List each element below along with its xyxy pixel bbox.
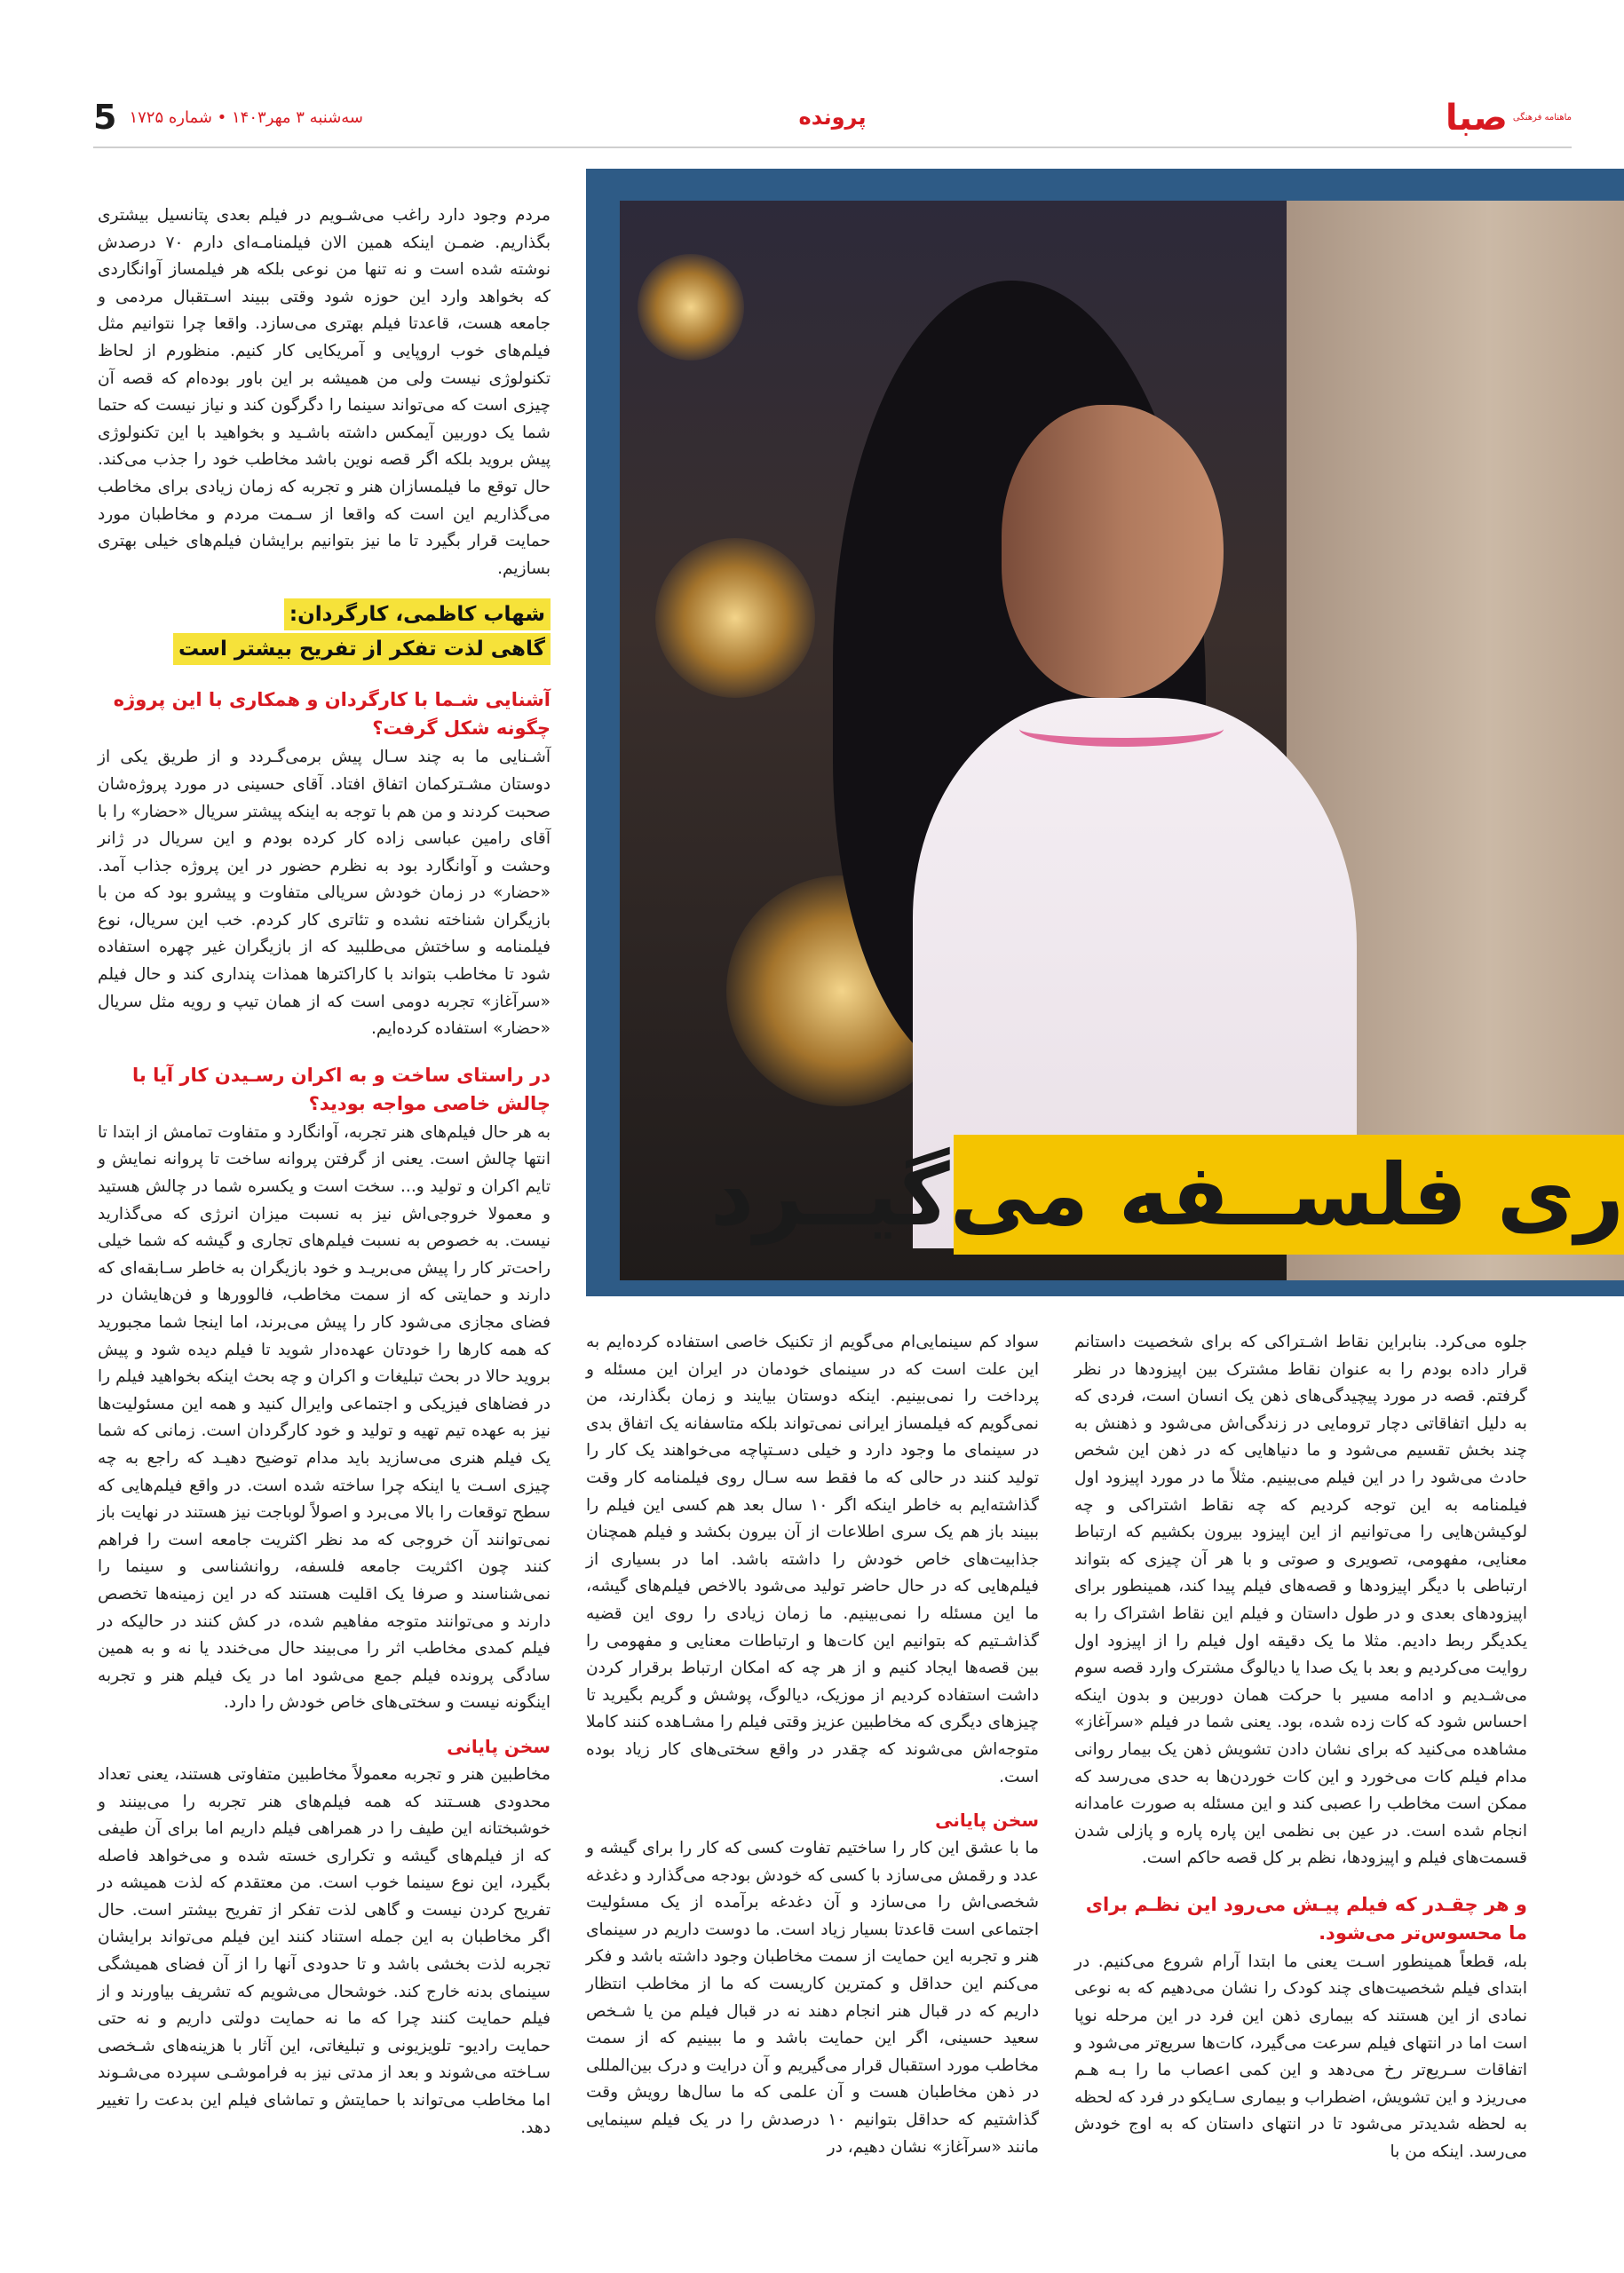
subheading: سخن پایانی (447, 1735, 551, 1757)
headline-banner (710, 1135, 1624, 1255)
page-number: 5 (93, 98, 117, 137)
interviewee-heading (98, 598, 551, 668)
photo-shirt-collar (1019, 711, 1224, 747)
header-divider (93, 147, 1572, 148)
heading-line: شهاب کاظمی، کارگردان: (284, 598, 551, 630)
question-heading: آشنایی شـما با کارگردان و همکاری با این پروژه چگونه شکل گرفت؟ (113, 689, 551, 740)
text-column-2 (586, 1329, 1039, 2161)
section-title: پرونده (798, 105, 867, 130)
photo-lamp (638, 254, 744, 360)
issue-date: سه‌شنبه ۳ مهر۱۴۰۳ • شماره ۱۷۲۵ (129, 107, 364, 127)
logo-tagline: ماهنامه فرهنگی (1512, 113, 1572, 123)
issue-info (93, 99, 363, 135)
headline-text: ری فلســفه می‌گیــرد (710, 1144, 1624, 1245)
paragraph: مخاطبین هنر و تجربه معمولاً مخاطبین متفاوتی هستند، یعنی تعداد محدودی هسـتند که همه فیلم‌های هنر تجربه را می‌بینند و خوشبختانه این طیف را در همراهی فیلم داریم اما برای آن طیفی که از فیلم‌های گیشه و تکراری خسته شده و می‌خواهد فاصله بگیرد، این نوع سینما خوب است. من معتقدم که لذت همیشه در تفریح کردن نیست و گاهی لذت تفکر از تفریح بیشتر است. حال اگر مخاطبان به این جمله استناد کنند این فیلم می‌تواند برایشان تجربه لذت بخشی باشد و تا حدودی آنها را از آن فضای همیشگی سینمای بدنه خارج کند. خوشحال می‌شویم که تشریف بیاورند و از فیلم حمایت کنند چرا که ما نه حمایت دولتی داریم و نه حتی حمایت رادیو- تلویزیونی و تبلیغاتی، این آثار با هزینه‌های شـخصی سـاخته می‌شوند و بعد از مدتی نیز به فراموشـی سپرده می‌شـوند اما مخاطب می‌تواند با حمایتش و تماشای فیلم این بدعت را تغییر دهد. (98, 1764, 551, 2137)
logo-wordmark: صبا (1445, 98, 1508, 139)
text-column-3 (1074, 1329, 1527, 2166)
paragraph: مردم وجود دارد راغب می‌شـویم در فیلم بعدی پتانسیل بیشتری بگذاریم. ضمـن اینکه همین الان فیلمنامـه‌ای دارم ۷۰ درصدش نوشته شده است و نه تنها من نوعی بلکه هر فیلمساز آوانگاردی که بخواهد وارد این حوزه شود وقتی ببیند اسـتقبال مردمی و جامعه هست، قاعدتا فیلم بهتری می‌سازد. واقعا چرا نتوانیم مثل فیلم‌های خوب اروپایی و آمریکایی کار کنیم. منظورم از لحاظ تکنولوژی نیست ولی من همیشه بر این باور بوده‌ام که قصه آن چیزی است که می‌تواند سینما را دگرگون کند و نیاز نیست که حتما شما یک دوربین آیمکس داشته باشـید و بخواهید با این تکنولوژی پیش بروید بلکه اگر قصه نوین باشد مخاطب خود را جذب می‌کند. حال توقع ما فیلمسازان هنر و تجربه که زمان زیادی برای مخاطب می‌گذاریم این است که واقعا از سـمت مردم و مخاطبان مورد حمایت قرار بگیرد تا ما نیز بتوانیم برایشان فیلم‌های خیلی بهتری بسازیم. (98, 206, 551, 578)
heading-line: گاهی لذت تفکر از تفریح بیشتر است (173, 633, 551, 665)
paragraph: به هر حال فیلم‌های هنر تجربه، آوانگارد و متفاوت تمامش از ابتدا تا انتها چالش است. یعنی از گرفتن پروانه ساخت تا پروانه نمایش و تایم اکران و تولید و... سخت است و یکسره شما در چالش هستید و معمولا خروجی‌اش نیز به نسبت میزان انرژی که می‌گذارید نیست. به خصوص به نسبت فیلم‌های تجاری و گیشه که شما خیلی راحت‌تر کار را پیش می‌بریـد و خود بازیگران به خاطر سـابقه‌ای که دارند و حمایتی که از سمت مخاطب، فالوورها و فن‌هایشان در فضای مجازی می‌شود کار را پیش می‌برند، اما اینجا شما مجبورید که همه کارها را خودتان عهده‌دار شوید تا فیلم دیده شود و پیش بروید حالا در بحث تبلیغات و اکران و چه بحث اینکه بخواهید فیلم را در فضاهای فیزیکی و اجتماعی وایرال کنید و همه این مسئولیت‌ها نیز به عهده تیم تهیه و تولید و خود کارگردان است. زمانی که شما یک فیلم هنری می‌سازید باید مدام توضیح دهیـد که راجع به چه چیزی اسـت یا اینکه چرا ساخته شده است. در واقع فیلم‌هایی که سطح توقعات را بالا می‌برد و اصولاً لوباجت نیز هستند در نهایت باز نمی‌توانند آن خروجی که مد نظر اکثریت جامعه است را فراهم کنند چون اکثریت جامعه فلسفه، روانشناسی و سینما را نمی‌شناسند و صرفا یک اقلیت هستند که در این زمینه‌ها تخصص دارند و می‌توانند متوجه مفاهیم شده، در کش کنند در حالیکه در فیلم کمدی مخاطب اثر را می‌بیند حال می‌خندد یا نه و به همین سادگی پرونده فیلم جمع می‌شود اما در یک فیلم هنر و تجربه اینگونه نیست و سختی‌های خاص خودش را دارد. (98, 1122, 551, 1713)
paragraph: سواد کم سینمایی‌ام می‌گویم از تکنیک خاصی استفاده کرده‌ایم به این علت است که در سینمای خودمان در ایران این مسئله و پرداخت را نمی‌بینیم. اینکه دوستان بیایند و زمان بگذارند، من نمی‌گویم که فیلمساز ایرانی نمی‌تواند بلکه متاسفانه یک اتفاق بدی در سینمای ما وجود دارد و خیلی دسـتپاچه می‌خواهند یک کار را تولید کنند در حالی که ما فقط سه سـال روی فیلمنامه کار وقت گذاشته‌ایم به خاطر اینکه اگر ۱۰ سال بعد هم کسی این فیلم را ببیند باز هم یک سری اطلاعات از آن بیرون بکشد و فیلم همچنان جذابیت‌های خاص خودش را داشته باشد. اما در بسیاری از فیلم‌هایی که در حال حاضر تولید می‌شود بالاخص فیلم‌های گیشه، ما این مسئله را نمی‌بینیم. ما زمان زیادی را روی این قضیه گذاشـتیم که بتوانیم این کات‌ها و ارتباطات معنایی و مفهومی را بین قصه‌ها ایجاد کنیم و از هر چه که امکان ارتباط برقرار کردن داشت استفاده کردیم از موزیک، دیالوگ، پوشش و گریم بگیرید تا چیزهای دیگری که مخاطبین عزیز وقتی فیلم را مشـاهده کنند کاملا متوجه‌اش می‌شوند که چقدر در واقع سختی‌های کار زیاد بوده است. (586, 1333, 1039, 1786)
photo-lamp (655, 538, 815, 698)
paragraph: ما با عشق این کار را ساختیم تفاوت کسی که کار را برای گیشه و عدد و رقمش می‌سازد با کسی که خودش بودجه می‌گذارد و دغدغه شخصی‌اش را می‌سازد و آن دغدغه برآمده از یک مسئولیت اجتماعی است قاعدتا بسیار زیاد است. ما دوست داریم در سینمای هنر و تجربه این حمایت از سمت مخاطبان وجود داشته باشد و فکر می‌کنم این حداقل و کمترین کاریست که ما از مخاطب انتظار داریم که در قبال هنر انجام دهند نه در قبال فیلم من یا شـخص سعید حسینی، اگر این حمایت باشد و ما ببینیم که از سمت مخاطب مورد استقبال قرار می‌گیریم و آن درایت و درک بین‌المللی در ذهن مخاطبان هست و آن علمی که ما سال‌ها رویش وقت گذاشتیم که حداقل بتوانیم ۱۰ درصدش را در یک فیلم سینمایی مانند «سرآغاز» نشان دهیم، در (586, 1839, 1040, 2157)
article-photo (620, 201, 1624, 1280)
paragraph: آشـنایی ما به چند سـال پیش برمی‌گـردد و از طریق یکی از دوستان مشـترکمان اتفاق افتاد. آقای حسینی در مورد پروژه‌شان صحبت کردند و من هم با توجه به اینکه پیشتر سریال «حضار» را با آقای رامین عباسی زاده کار کرده بودم و این سریال در ژانر وحشت و آوانگارد بود به نظرم حضور در این پروژه جذاب آمد. «حضار» در زمان خودش سریالی متفاوت و پیشرو بود که من با بازیگران شناخته نشده و تئاتری کار کردم. خب این سریال، نوع فیلمنامه و ساختش می‌طلبید که از بازیگران غیر چهره استفاده شود تا مخاطب بتواند با کاراکترها همذات پنداری کند و حال فیلم «سرآغاز» تجربه دومی است که از همان تیپ و رویه مثل سریال «حضار» استفاده کرده‌ایم. (98, 748, 551, 1039)
paragraph: جلوه می‌کرد. بنابراین نقاط اشـتراکی که برای شخصیت داستانم قرار داده بودم را به عنوان نقاط مشترک بین اپیزودها در نظر گرفتم. قصه در مورد پیچیدگی‌های ذهن یک انسان است، فردی که به دلیل اتفاقاتی دچار ترومایی در زندگی‌اش می‌شود و ذهنش به چند بخش تقسیم می‌شود و ما دنیاهایی که در ذهن این شخص حادث می‌شود را در این فیلم می‌بینیم. مثلاً ما در مورد اپیزود اول فیلمنامه به این توجه کردیم که چه نقاط اشتراکی و چه لوکیشن‌هایی را می‌توانیم از این اپیزود بیرون بکشیم که ارتباط معنایی، مفهومی، تصویری و صوتی و با هر آن چیزی که بتواند ارتباطی با دیگر اپیزودها و قصه‌های فیلم پیدا کند، همینطور برای اپیزودهای بعدی و در طول داستان و فیلم این نقاط اشتراک را به یکدیگر ربط دادیم. مثلا ما یک دقیقه اول فیلم را از اپیزود اول روایت می‌کردیم و بعد با یک صدا یا دیالوگ مشترک وارد قصه سوم می‌شـدیم و ادامه مسیر با حرکت همان دوربین و بدون اینکه احساس شود که کات زده شده، بود. یعنی شما در فیلم «سرآغاز» مشاهده می‌کنید که برای نشان دادن تشویش ذهن یک بیمار روانی مدام فیلم کات می‌خورد و این کات خوردن‌ها به حدی می‌رسد که ممکن است مخاطب را عصبی کند و این مسئله به صورت عامدانه انجام شده است. در عین بی نظمی این پاره پاره و پازلی شدن قسمت‌های فیلم و اپیزودها، نظم بر کل قصه حاکم است. (1074, 1333, 1527, 1868)
question-heading: در راستای ساخت و به اکران رسـیدن کار آیا با چالش خاصی مواجه بودید؟ (132, 1064, 551, 1114)
question-heading: و هر چقـدر که فیلم پیـش می‌رود این نظـم برای ما محسوس‌تر می‌شود. (1085, 1893, 1527, 1944)
publication-logo (1446, 98, 1572, 139)
photo-girl-face (1002, 405, 1224, 698)
page-header (93, 98, 1572, 139)
text-column-1 (98, 202, 551, 2142)
paragraph: بله، قطعاً همینطور اسـت یعنی ما ابتدا آرام شروع می‌کنیم. در ابتدای فیلم شخصیت‌های چند کودک را نشان می‌دهیم که به نوعی نمادی از این هستند که بیماری ذهن این فرد در این مرحله نوپا است اما در انتهای فیلم سرعت می‌گیرد، کات‌ها سریع‌تر می‌شود و اتفاقات سـریع‌تر رخ می‌دهد و این کمی اعصاب ما را بـه هـم می‌ریزد و این تشویش، اضطراب و بیماری سـایکو در فرد که لحظه به لحظه شدیدتر می‌شود تا در انتهای داستان که به اوج خودش می‌رسد. اینکه من با (1074, 1952, 1527, 2162)
subheading: سخن پایانی (935, 1810, 1039, 1832)
